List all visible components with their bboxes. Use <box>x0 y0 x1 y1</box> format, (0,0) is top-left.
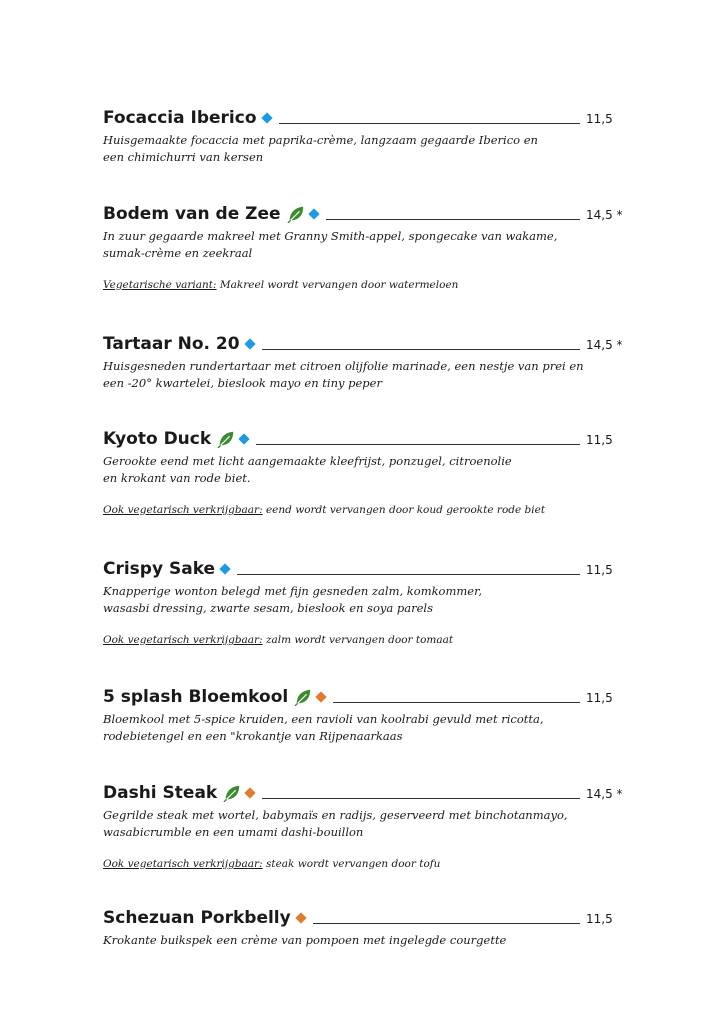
dotted-leader-line <box>237 574 580 575</box>
menu-item-variant-note <box>103 279 623 291</box>
menu-item-icons <box>223 783 254 803</box>
blue-diamond-icon <box>239 433 250 444</box>
description-line: Gerookte eend met licht aangemaakte kleefrijst, ponzugel, citroenolie <box>103 454 512 468</box>
leaf-icon <box>294 688 312 706</box>
menu-item <box>103 683 623 745</box>
menu-item-description <box>103 711 623 745</box>
description-line: Huisgesneden rundertartaar met citroen olijfolie marinade, een nestje van prei en <box>103 359 584 373</box>
description-line: sumak-crème en zeekraal <box>103 246 253 260</box>
orange-diamond-icon <box>316 691 327 702</box>
menu-item <box>103 904 623 949</box>
menu-item-price: 11,5 <box>586 691 613 705</box>
menu-item-description <box>103 583 623 617</box>
menu-item-name: Tartaar No. 20 <box>103 334 240 354</box>
menu-item-title-row <box>103 200 623 224</box>
menu-item-icons <box>294 687 325 707</box>
dotted-leader-line <box>313 923 580 924</box>
leaf-icon <box>287 205 305 223</box>
menu-item-description <box>103 807 623 841</box>
menu-item-price: 11,5 <box>586 112 613 126</box>
variant-note-label: Ook vegetarisch verkrijgbaar: <box>103 634 263 646</box>
menu-item <box>103 330 623 392</box>
description-line: Huisgemaakte focaccia met paprika-crème, langzaam gegaarde Iberico en <box>103 133 538 147</box>
description-line: wasabicrumble en een umami dashi-bouillon <box>103 825 364 839</box>
menu-item-title-row <box>103 779 623 803</box>
menu-item-name: Kyoto Duck <box>103 429 212 449</box>
menu-item <box>103 104 623 166</box>
menu-item-price: 11,5 <box>586 912 613 926</box>
menu-item-icons <box>263 108 271 128</box>
variant-note-label: Ook vegetarisch verkrijgbaar: <box>103 858 263 870</box>
description-line: wasasbi dressing, zwarte sesam, bieslook en soya parels <box>103 601 433 615</box>
description-line: rodebietengel en een "krokantje van Rijpenaarkaas <box>103 729 403 743</box>
blue-diamond-icon <box>244 338 255 349</box>
menu-item-title-row <box>103 555 623 579</box>
blue-diamond-icon <box>219 563 230 574</box>
menu-item-description <box>103 358 623 392</box>
dotted-leader-line <box>333 702 580 703</box>
menu-item-price: 14,5 * <box>586 208 623 222</box>
menu-item-title-row <box>103 683 623 707</box>
menu-item-price: 14,5 * <box>586 787 623 801</box>
menu-item-price: 11,5 <box>586 433 613 447</box>
menu-item-icons <box>221 559 229 579</box>
description-line: een -20° kwartelei, bieslook mayo en tiny peper <box>103 376 382 390</box>
menu-item-variant-note <box>103 504 623 516</box>
leaf-icon <box>217 430 235 448</box>
orange-diamond-icon <box>295 912 306 923</box>
menu-item-variant-note <box>103 634 623 646</box>
menu-item-title-row <box>103 425 623 449</box>
menu-item-price: 14,5 * <box>586 338 623 352</box>
description-line: een chimichurri van kersen <box>103 150 264 164</box>
menu-item-description <box>103 932 623 949</box>
variant-note-text: Makreel wordt vervangen door watermeloen <box>216 279 459 291</box>
menu-item-name: Dashi Steak <box>103 783 218 803</box>
menu-item <box>103 425 623 516</box>
blue-diamond-icon <box>308 208 319 219</box>
dotted-leader-line <box>326 219 580 220</box>
menu-item <box>103 200 623 291</box>
variant-note-text: zalm wordt vervangen door tomaat <box>262 634 454 646</box>
menu-item-icons <box>246 334 254 354</box>
menu-item-icons <box>217 429 248 449</box>
menu-item <box>103 555 623 646</box>
menu-item-description <box>103 228 623 262</box>
menu-item-name: Crispy Sake <box>103 559 216 579</box>
dotted-leader-line <box>279 123 580 124</box>
variant-note-text: steak wordt vervangen door tofu <box>262 858 441 870</box>
dotted-leader-line <box>256 444 580 445</box>
menu-item-name: Bodem van de Zee <box>103 204 281 224</box>
orange-diamond-icon <box>245 787 256 798</box>
menu-item-description <box>103 453 623 487</box>
menu-item-variant-note <box>103 858 623 870</box>
description-line: Gegrilde steak met wortel, babymaïs en radijs, geserveerd met binchotanmayo, <box>103 808 568 822</box>
menu-item-description <box>103 132 623 166</box>
menu-item-title-row <box>103 104 623 128</box>
description-line: en krokant van rode biet. <box>103 471 251 485</box>
description-line: In zuur gegaarde makreel met Granny Smith-appel, spongecake van wakame, <box>103 229 558 243</box>
menu-item-name: Schezuan Porkbelly <box>103 908 291 928</box>
menu-item-title-row <box>103 330 623 354</box>
description-line: Bloemkool met 5-spice kruiden, een ravioli van koolrabi gevuld met ricotta, <box>103 712 544 726</box>
menu-item-name: Focaccia Iberico <box>103 108 257 128</box>
menu-item <box>103 779 623 870</box>
dotted-leader-line <box>262 349 580 350</box>
menu-item-title-row <box>103 904 623 928</box>
description-line: Krokante buikspek een crème van pompoen met ingelegde courgette <box>103 933 507 947</box>
description-line: Knapperige wonton belegd met fijn gesneden zalm, komkommer, <box>103 584 482 598</box>
dotted-leader-line <box>262 798 580 799</box>
blue-diamond-icon <box>261 112 272 123</box>
menu-item-icons <box>297 908 305 928</box>
menu-item-icons <box>287 204 318 224</box>
leaf-icon <box>223 784 241 802</box>
variant-note-label: Vegetarische variant: <box>103 279 217 291</box>
variant-note-text: eend wordt vervangen door koud gerookte rode biet <box>262 504 546 516</box>
menu-item-price: 11,5 <box>586 563 613 577</box>
variant-note-label: Ook vegetarisch verkrijgbaar: <box>103 504 263 516</box>
menu-item-name: 5 splash Bloemkool <box>103 687 289 707</box>
